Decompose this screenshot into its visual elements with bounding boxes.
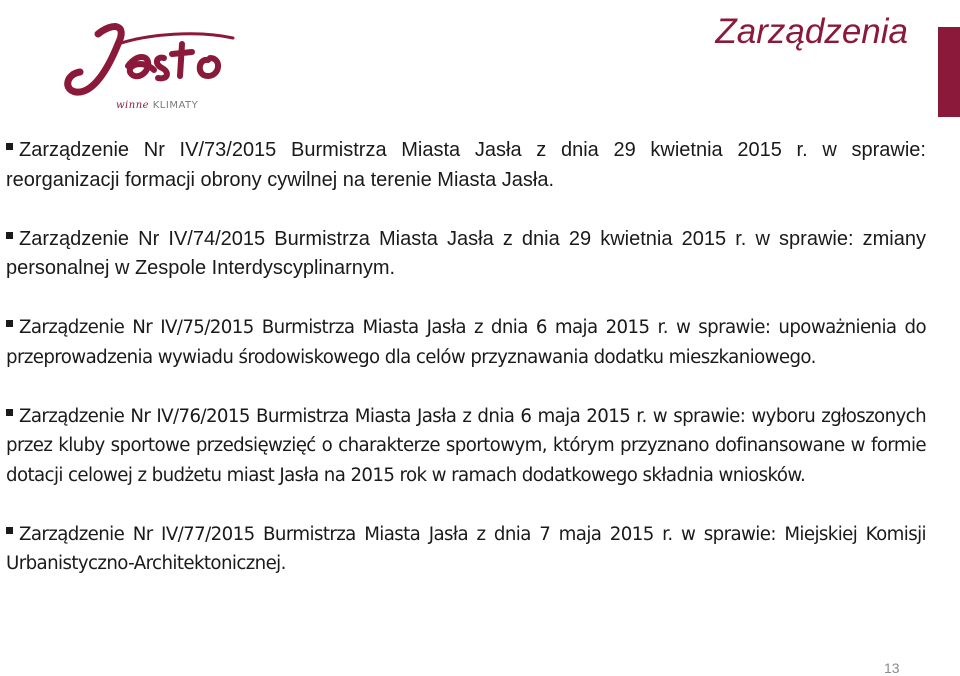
logo-subtitle-klimaty: KLIMATY: [152, 100, 199, 111]
list-item: [6, 402, 926, 491]
list-item: [6, 225, 926, 284]
logo-subtitle: [116, 100, 198, 111]
bullet-icon: [6, 143, 13, 150]
list-item-text: Zarządzenie Nr IV/76/2015 Burmistrza Miasta Jasła z dnia 6 maja 2015 r. w sprawie: wyboru zgłoszonych przez kluby sportowe przedsięwzięć o charakterze sportowym, którym przyznano dofinansowane w formie dotacji celowej z budżetu miast Jasła na 2015 rok w ramach dodatkowego składnia wniosków.: [6, 405, 926, 486]
logo: [58, 14, 238, 118]
bullet-icon: [6, 232, 13, 239]
bullet-icon: [6, 409, 13, 416]
list-item-text: Zarządzenie Nr IV/74/2015 Burmistrza Miasta Jasła z dnia 29 kwietnia 2015 r. w sprawie: zmiany personalnej w Zespole Interdyscyplinarnym.: [6, 227, 926, 279]
logo-script-icon: [58, 14, 238, 104]
bullet-icon: [6, 320, 13, 327]
logo-subtitle-wine: winne: [116, 100, 150, 111]
decree-list: [6, 136, 926, 608]
page-number: 13: [884, 660, 900, 676]
page-title: Zarządzenia: [715, 12, 908, 51]
list-item: [6, 520, 926, 579]
bullet-icon: [6, 527, 13, 534]
list-item-text: Zarządzenie Nr IV/73/2015 Burmistrza Miasta Jasła z dnia 29 kwietnia 2015 r. w sprawie: reorganizacji formacji obrony cywilnej na terenie Miasta Jasła.: [6, 139, 926, 191]
list-item: [6, 136, 926, 195]
list-item: [6, 313, 926, 372]
list-item-text: Zarządzenie Nr IV/77/2015 Burmistrza Miasta Jasła z dnia 7 maja 2015 r. w sprawie: Miejskiej Komisji Urbanistyczno-Architektonicznej.: [6, 523, 926, 574]
accent-bar: [938, 27, 960, 117]
list-item-text: Zarządzenie Nr IV/75/2015 Burmistrza Miasta Jasła z dnia 6 maja 2015 r. w sprawie: upoważnienia do przeprowadzenia wywiadu środowiskowego dla celów przyznawania dodatku mieszkaniowego.: [6, 317, 926, 368]
